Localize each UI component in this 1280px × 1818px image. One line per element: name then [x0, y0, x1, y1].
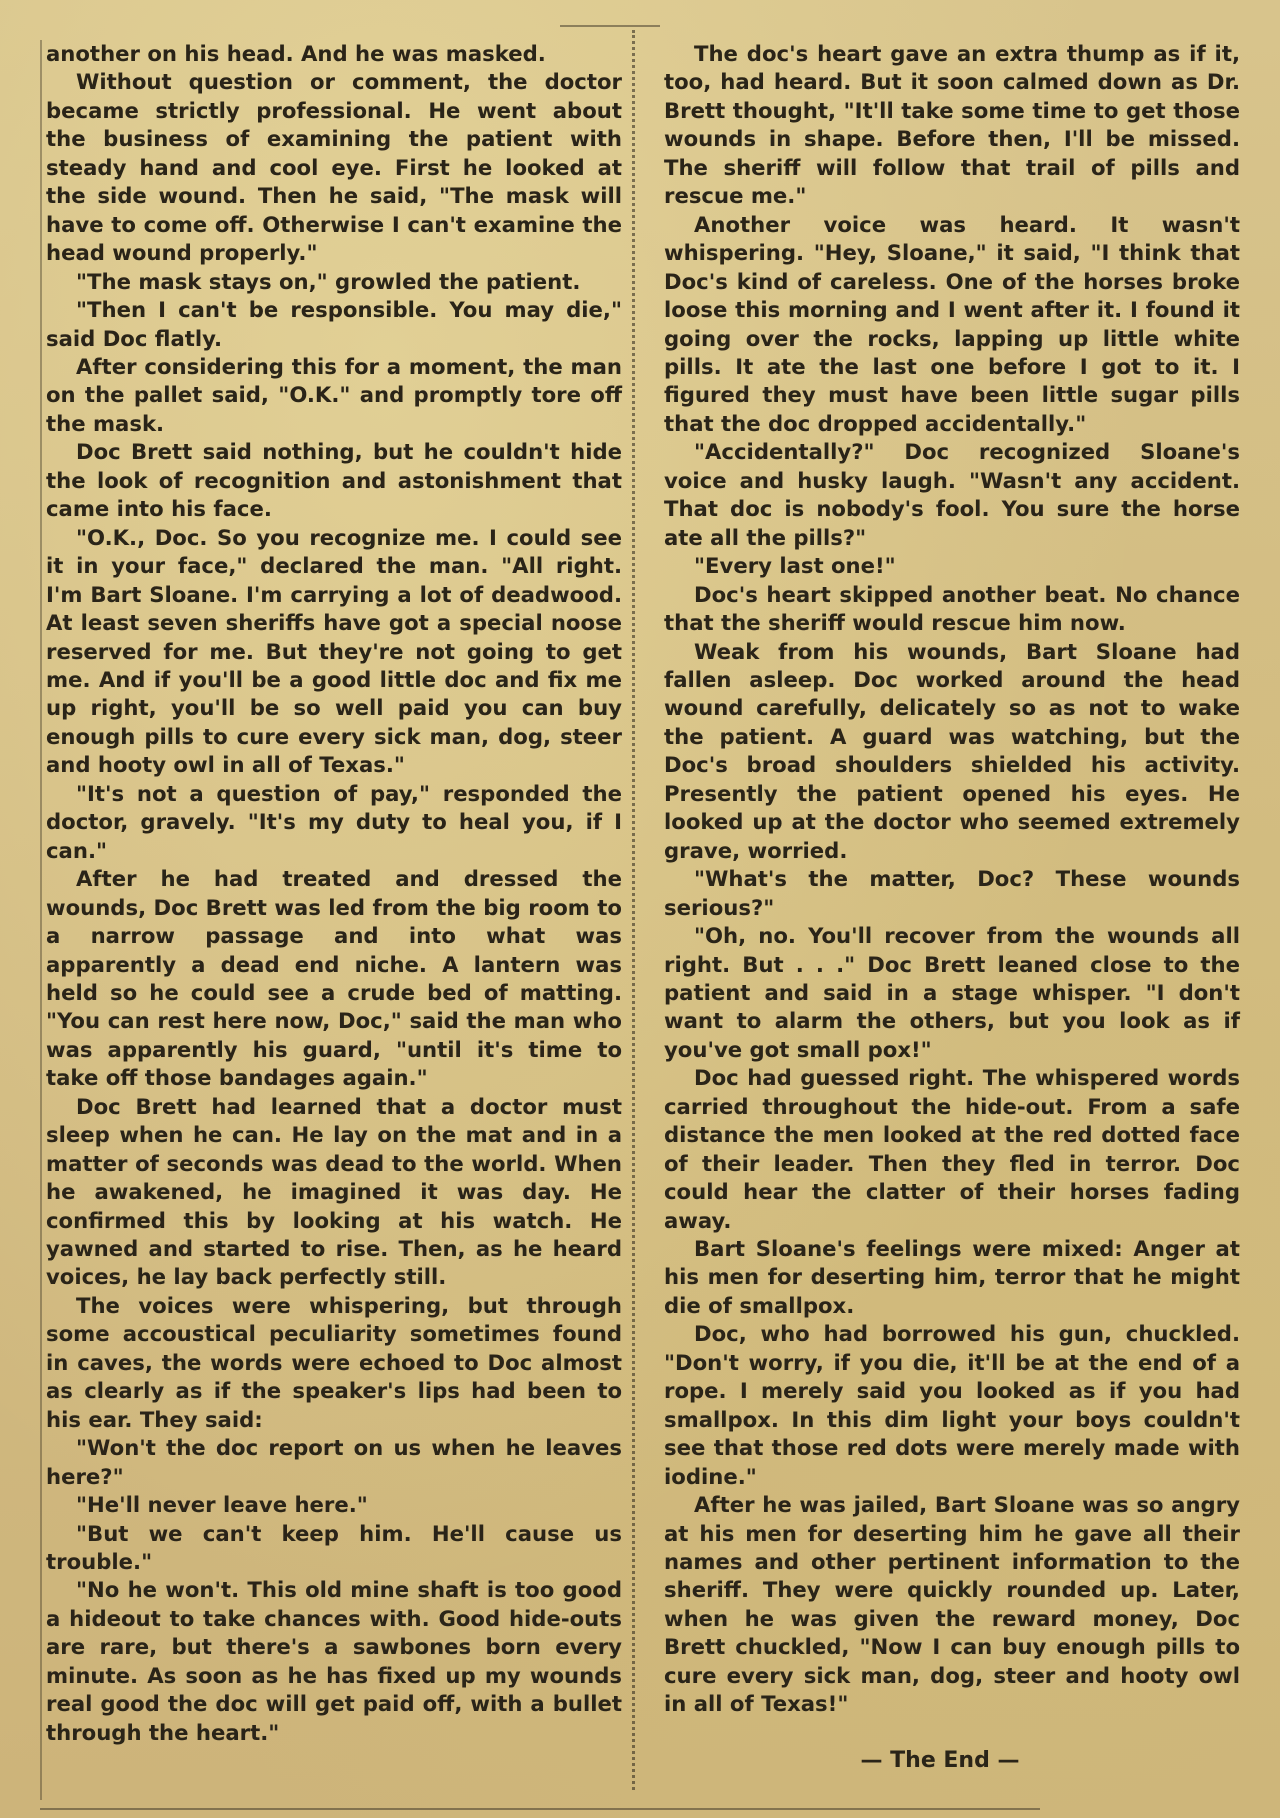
paragraph: The voices were whispering, but through some accoustical peculiarity sometimes found in caves, the words were echoed to Doc almost as clearly as if the speaker's lips had been to his ear. They said: [46, 1292, 622, 1432]
paragraph: Doc had guessed right. The whispered words carried throughout the hide-out. From a safe distance the men looked at the red dotted face of their leader. Then they fled in terror. Doc could hear the clatter of their horses fading away. [664, 1065, 1240, 1233]
right-column [664, 40, 1240, 1719]
paragraph: "The mask stays on," growled the patient. [76, 268, 581, 294]
paragraph: "But we can't keep him. He'll cause us trouble." [46, 1520, 622, 1575]
paragraph: Doc's heart skipped another beat. No chance that the sheriff would rescue him now. [664, 581, 1240, 636]
paragraph: After he had treated and dressed the wounds, Doc Brett was led from the big room to a narrow passage and into what was apparently a dead end niche. A lantern was held so he could see a crude bed of matting. "You can rest here now, Doc," said the man who was apparently his guard, "until it's time to take off those bandages again." [46, 866, 622, 1091]
bottom-border-rule [40, 1808, 1040, 1810]
paragraph: another on his head. And he was masked. [46, 41, 546, 66]
left-border-rule [40, 40, 42, 1800]
top-rule [560, 25, 660, 27]
paragraph: Another voice was heard. It wasn't whispering. "Hey, Sloane," it said, "I think that Doc's kind of careless. One of the horses broke loose this morning and I went after it. I found it going over the rocks, lapping up little white pills. It ate the last one before I got to it. I figured they must have been little sugar pills that the doc dropped accidentally." [664, 211, 1240, 436]
paragraph: "No he won't. This old mine shaft is too good a hideout to take chances with. Good hide-outs are rare, but there's a sawbones born every minute. As soon as he has fixed up my wounds real good the doc will get paid off, with a bullet through the heart." [46, 1577, 622, 1745]
paragraph: After he was jailed, Bart Sloane was so angry at his men for deserting him he gave all their names and other pertinent information to the sheriff. They were quickly rounded up. Later, when he was given the reward money, Doc Brett chuckled, "Now I can buy enough pills to cure every sick man, dog, steer and hooty owl in all of Texas!" [664, 1492, 1240, 1717]
paragraph: The doc's heart gave an extra thump as if it, too, had heard. But it soon calmed down as Dr. Brett thought, "It'll take some time to get those wounds in shape. Before then, I'll be missed. The sheriff will follow that trail of pills and rescue me." [664, 41, 1240, 209]
paragraph: Doc Brett said nothing, but he couldn't hide the look of recognition and astonishment that came into his face. [46, 439, 622, 522]
paragraph: Doc Brett had learned that a doctor must sleep when he can. He lay on the mat and in a matter of seconds was dead to the world. When he awakened, he imagined it was day. He confirmed this by looking at his watch. He yawned and started to rise. Then, as he heard voices, he lay back perfectly still. [46, 1093, 622, 1290]
paragraph: Doc, who had borrowed his gun, chuckled. "Don't worry, if you die, it'll be at the end of a rope. I merely said you looked as if you had smallpox. In this dim light your boys couldn't see that those red dots were merely made with iodine." [664, 1321, 1240, 1489]
paragraph: "What's the matter, Doc? These wounds serious?" [664, 866, 1240, 920]
paragraph: Weak from his wounds, Bart Sloane had fallen asleep. Doc worked around the head wound carefully, delicately so as not to wake the patient. A guard was watching, but the Doc's broad shoulders shielded his activity. Presently the patient opened his eyes. He looked up at the doctor who seemed extremely grave, worried. [664, 638, 1240, 863]
paragraph: Without question or comment, the doctor became strictly professional. He went about the business of examining the patient with steady hand and cool eye. First he looked at the side wound. Then he said, "The mask will have to come off. Otherwise I can't examine the head wound properly." [46, 69, 622, 266]
paragraph: "Accidentally?" Doc recognized Sloane's voice and husky laugh. "Wasn't any accident. That doc is nobody's fool. You sure the horse ate all the pills?" [664, 439, 1240, 550]
left-column [46, 40, 622, 1747]
paragraph: "O.K., Doc. So you recognize me. I could see it in your face," declared the man. "All right. I'm Bart Sloane. I'm carrying a lot of deadwood. At least seven sheriffs have got a special noose reserved for me. But they're not going to get me. And if you'll be a good little doc and fix me up right, you'll be so well paid you can buy enough pills to cure every sick man, dog, steer and hooty owl in all of Texas." [46, 524, 622, 778]
paragraph: "Then I can't be responsible. You may die," said Doc flatly. [46, 297, 622, 351]
paragraph: "Every last one!" [694, 553, 896, 579]
paragraph: "It's not a question of pay," responded the doctor, gravely. "It's my duty to heal you, if I can." [46, 780, 622, 863]
paragraph: "Won't the doc report on us when he leaves here?" [46, 1435, 622, 1489]
column-divider [632, 30, 645, 1790]
paragraph: Bart Sloane's feelings were mixed: Anger at his men for deserting him, terror that he might die of smallpox. [664, 1236, 1240, 1318]
paragraph: "Oh, no. You'll recover from the wounds all right. But . . ." Doc Brett leaned close to the patient and said in a stage whisper. "I don't want to alarm the others, but you look as if you've got small pox!" [664, 923, 1240, 1062]
the-end-mark: — The End — [860, 1748, 1020, 1773]
paragraph: After considering this for a moment, the man on the pallet said, "O.K." and promptly tore off the mask. [46, 353, 622, 436]
paragraph: "He'll never leave here." [76, 1492, 368, 1518]
